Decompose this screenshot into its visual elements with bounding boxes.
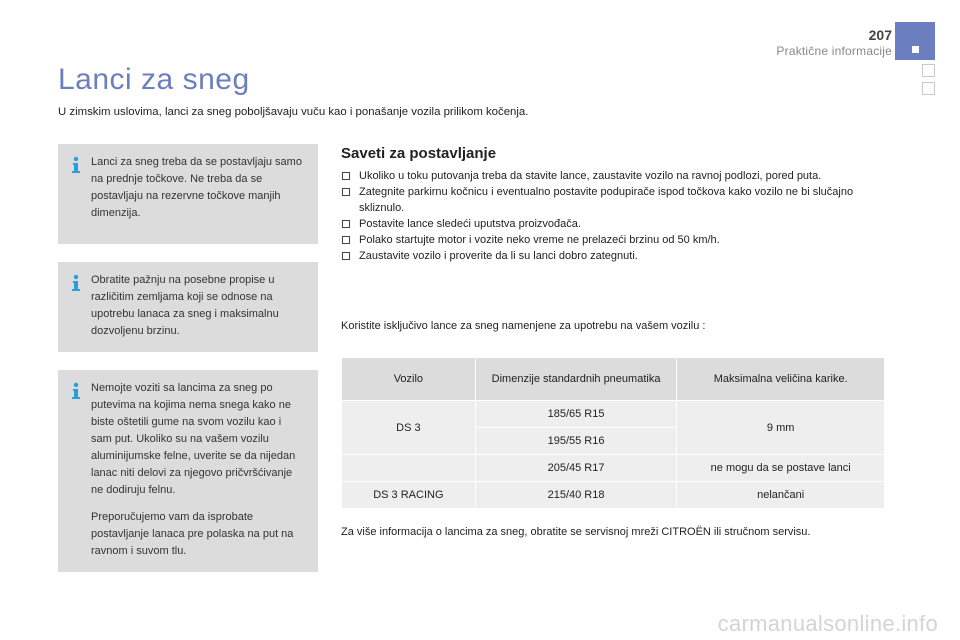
note-text: Lanci za sneg treba da se postavljaju samo na prednje točkove. Ne treba da se postavljaju na rezervne točkove manjih dimenzija. [91, 156, 302, 219]
tips-heading: Saveti za postavljanje [341, 145, 497, 162]
list-item [341, 216, 901, 232]
list-item [341, 184, 901, 216]
table-row [342, 401, 885, 428]
watermark: carmanualsonline.info [717, 611, 938, 636]
table-cell: 205/45 R17 [475, 455, 677, 482]
tips-list [341, 168, 901, 264]
usage-note: Koristite isključivo lance za sneg namenjene za upotrebu na vašem vozilu : [341, 320, 706, 332]
table-cell: DS 3 [342, 401, 476, 455]
checkbox-icon [342, 236, 350, 244]
section-title: Praktične informacije [776, 44, 892, 58]
list-item [341, 232, 901, 248]
intro-text: U zimskim uslovima, lanci za sneg poboljšavaju vuču kao i ponašanje vozila prilikom kočenja. [58, 106, 529, 118]
list-item-text: Postavite lance sledeći uputstva proizvođača. [359, 218, 581, 230]
table-header-cell: Maksimalna veličina karike. [677, 358, 885, 401]
list-item-text: Polako startujte motor i vozite neko vreme ne prelazeći brzinu od 50 km/h. [359, 234, 720, 246]
chapter-tab[interactable] [922, 64, 935, 77]
chapter-tab-active[interactable] [895, 22, 935, 60]
note-box [58, 144, 318, 244]
list-item-text: Ukoliko u toku putovanja treba da stavite lance, zaustavite vozilo na ravnoj podlozi, pored puta. [359, 170, 822, 182]
list-item [341, 168, 901, 184]
table-cell: nelančani [677, 482, 885, 509]
footer-note: Za više informacija o lancima za sneg, obratite se servisnoj mreži CITROËN ili stručnom servisu. [341, 526, 811, 538]
list-item [341, 248, 901, 264]
checkbox-icon [342, 252, 350, 260]
checkbox-icon [342, 172, 350, 180]
table-cell: ne mogu da se postave lanci [677, 455, 885, 482]
note-text: Obratite pažnju na posebne propise u različitim zemljama koji se odnose na upotrebu lanaca za sneg i maksimalnu dozvoljenu brzinu. [91, 274, 279, 337]
page-number: 207 [868, 27, 892, 43]
table-cell: 215/40 R18 [475, 482, 677, 509]
table-cell: 195/55 R16 [475, 428, 677, 455]
list-item-text: Zategnite parkirnu kočnicu i eventualno postavite podupirače ispod točkova kako vozilo ne bi slučajno skliznulo. [359, 186, 854, 214]
chapter-tab[interactable] [922, 82, 935, 95]
table-header-cell: Vozilo [342, 358, 476, 401]
list-item-text: Zaustavite vozilo i proverite da li su lanci dobro zategnuti. [359, 250, 638, 262]
note-text: Nemojte voziti sa lancima za sneg po putevima na kojima nema snega kako ne biste oštetili gume na svom vozilu kao i sam put. Ukoliko su na vašem vozilu aluminijumske felne, uverite se da nijedan lanac niti delovi za njegovo pričvršćivanje ne dodiruju felnu. [91, 382, 296, 496]
note-text: Preporučujemo vam da isprobate postavljanje lanaca pre polaska na put na ravnom i suvom tlu. [91, 511, 294, 557]
info-icon [68, 156, 84, 174]
note-box [58, 262, 318, 352]
note-box [58, 370, 318, 572]
table-cell: 9 mm [677, 401, 885, 455]
table-row [342, 482, 885, 509]
table-row [342, 455, 885, 482]
checkbox-icon [342, 220, 350, 228]
table-cell [342, 455, 476, 482]
tyre-chain-table [341, 357, 885, 509]
table-cell: 185/65 R15 [475, 401, 677, 428]
table-header-cell: Dimenzije standardnih pneumatika [475, 358, 677, 401]
info-icon [68, 274, 84, 292]
checkbox-icon [342, 188, 350, 196]
info-icon [68, 382, 84, 400]
table-header-row [342, 358, 885, 401]
page-title: Lanci za sneg [58, 63, 250, 96]
table-cell: DS 3 RACING [342, 482, 476, 509]
